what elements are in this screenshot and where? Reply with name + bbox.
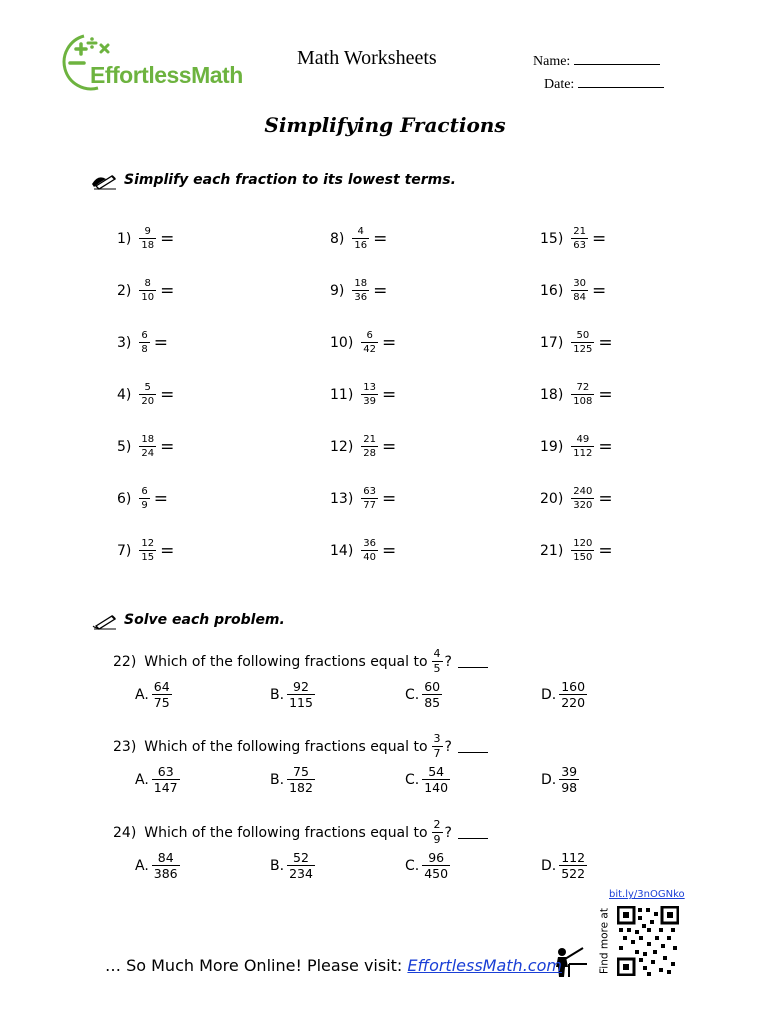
problem-number: 14) [330,542,354,559]
worksheet-title: Simplifying Fractions [264,113,506,137]
numerator: 6 [141,486,148,497]
fraction [139,330,149,355]
option-letter: B. [270,687,285,704]
equals-sign: = [598,332,613,353]
denominator: 147 [153,780,178,796]
option-fraction [287,680,315,711]
find-more-text: Find more at [598,908,611,974]
fraction [139,486,149,511]
answer-option[interactable] [541,851,587,882]
option-fraction [152,680,172,711]
equals-sign: = [592,228,607,249]
denominator: 386 [153,866,178,882]
question-mark: ? [444,738,452,755]
problem-number: 7) [117,542,132,559]
denominator: 63 [573,239,587,251]
numerator: 84 [157,850,174,865]
equals-sign: = [598,384,613,405]
option-letter: C. [405,858,420,875]
numerator: 21 [573,226,587,237]
option-letter: D. [541,772,557,789]
equals-sign: = [382,436,397,457]
problem-number: 11) [330,386,354,403]
denominator: 36 [354,291,368,303]
equals-sign: = [373,280,388,301]
answer-option[interactable] [270,765,315,796]
option-letter: A. [135,858,149,875]
numerator: 5 [144,382,151,393]
fraction [571,486,594,511]
equals-sign: = [153,488,168,509]
name-field [533,52,660,70]
equals-sign: = [592,280,607,301]
fraction-problem [540,278,606,303]
equals-sign: = [373,228,388,249]
option-fraction [287,851,315,882]
denominator: 75 [153,695,170,711]
answer-option[interactable] [135,680,172,711]
word-problem-question [113,819,488,846]
fraction-problem [330,226,387,251]
date-blank [578,75,664,88]
option-letter: A. [135,772,149,789]
denominator: 10 [141,291,155,303]
answer-blank[interactable] [458,655,488,668]
numerator: 50 [576,330,590,341]
fraction [139,434,156,459]
name-blank [574,52,660,65]
equals-sign: = [160,384,175,405]
date-label: Date: [544,77,575,92]
option-letter: C. [405,687,420,704]
numerator: 3 [433,732,441,745]
fraction [571,226,588,251]
denominator: 522 [561,866,586,882]
answer-option[interactable] [541,765,579,796]
denominator: 77 [363,499,377,511]
denominator: 39 [363,395,377,407]
fraction-problem [117,434,174,459]
fraction [139,538,156,563]
denominator: 28 [363,447,377,459]
problem-number: 9) [330,282,345,299]
problem-number: 3) [117,334,132,351]
fraction [361,486,378,511]
denominator: 150 [573,551,593,563]
equals-sign: = [382,540,397,561]
fraction [352,226,369,251]
problem-number: 12) [330,438,354,455]
denominator: 18 [141,239,155,251]
denominator: 9 [433,832,441,846]
numerator: 120 [573,538,593,549]
fraction-problem [540,226,606,251]
option-fraction [152,765,180,796]
fraction [139,382,156,407]
numerator: 60 [424,679,441,694]
problem-number: 19) [540,438,564,455]
section2-instruction-text: Solve each problem. [124,612,285,628]
option-fraction [559,765,579,796]
section1-instruction [90,170,456,190]
word-problem-question [113,648,488,675]
numerator: 96 [428,850,445,865]
target-fraction [432,648,443,675]
fraction-problem [117,382,174,407]
numerator: 112 [561,850,586,865]
denominator: 108 [573,395,593,407]
answer-option[interactable] [405,851,450,882]
footer-text [105,956,562,975]
problem-number: 21) [540,542,564,559]
fraction-problem [330,382,396,407]
equals-sign: = [382,332,397,353]
fraction-problem [330,486,396,511]
problem-number: 5) [117,438,132,455]
target-fraction [432,819,443,846]
denominator: 15 [141,551,155,563]
fraction-problem [330,538,396,563]
denominator: 9 [141,499,148,511]
target-fraction [432,733,443,760]
equals-sign: = [160,280,175,301]
denominator: 220 [561,695,586,711]
answer-blank[interactable] [458,826,488,839]
numerator: 72 [576,382,590,393]
problem-number: 4) [117,386,132,403]
denominator: 112 [573,447,593,459]
fraction [571,278,588,303]
fraction-problem [117,330,168,355]
option-fraction [422,765,450,796]
equals-sign: = [598,540,613,561]
short-link[interactable]: bit.ly/3nOGNko [609,889,685,900]
numerator: 64 [153,679,170,694]
numerator: 2 [433,818,441,831]
problem-number: 18) [540,386,564,403]
numerator: 9 [144,226,151,237]
numerator: 92 [293,679,309,694]
problem-number: 13) [330,490,354,507]
fraction [352,278,369,303]
equals-sign: = [153,332,168,353]
numerator: 18 [141,434,155,445]
section2-instruction [90,610,285,630]
effortlessmath-logo [62,32,247,92]
fraction [361,538,378,563]
denominator: 320 [573,499,593,511]
fraction [139,226,156,251]
equals-sign: = [382,384,397,405]
fraction-problem [540,538,613,563]
denominator: 85 [424,695,441,711]
equals-sign: = [598,488,613,509]
logo-text: EffortlessMath [90,62,243,88]
numerator: 4 [357,226,364,237]
problem-number: 17) [540,334,564,351]
question-mark: ? [444,653,452,670]
numerator: 75 [293,764,309,779]
option-letter: D. [541,687,557,704]
answer-option[interactable] [270,851,315,882]
numerator: 18 [354,278,368,289]
option-letter: B. [270,858,285,875]
fraction-problem [117,226,174,251]
option-fraction [559,851,587,882]
word-problem-question [113,733,488,760]
denominator: 8 [141,343,148,355]
denominator: 24 [141,447,155,459]
numerator: 240 [573,486,593,497]
equals-sign: = [598,436,613,457]
equals-sign: = [160,228,175,249]
denominator: 5 [433,661,441,675]
find-more-label [595,905,611,980]
numerator: 6 [366,330,373,341]
header-title: Math Worksheets [297,47,437,69]
numerator: 39 [561,764,578,779]
fraction-problem [117,486,168,511]
fraction-problem [540,486,613,511]
denominator: 98 [561,780,578,796]
fraction [571,330,594,355]
pencil-icon [90,170,118,190]
footer-message: … So Much More Online! Please visit: [105,956,408,975]
equals-sign: = [160,540,175,561]
denominator: 42 [363,343,377,355]
numerator: 52 [293,850,309,865]
numerator: 36 [363,538,377,549]
answer-option[interactable] [405,680,442,711]
problem-number: 6) [117,490,132,507]
question-number: 22) [113,653,137,670]
fraction-problem [117,538,174,563]
denominator: 84 [573,291,587,303]
fraction-problem [330,278,387,303]
answer-option[interactable] [405,765,450,796]
fraction [361,382,378,407]
equals-sign: = [160,436,175,457]
numerator: 30 [573,278,587,289]
qr-code-icon[interactable] [617,906,679,976]
pencil-icon [90,610,118,630]
fraction [571,538,594,563]
fraction-problem [330,330,396,355]
option-letter: B. [270,772,285,789]
denominator: 140 [424,780,449,796]
answer-option[interactable] [135,765,180,796]
numerator: 6 [141,330,148,341]
denominator: 125 [573,343,593,355]
fraction [571,434,594,459]
question-number: 23) [113,738,137,755]
numerator: 13 [363,382,377,393]
problem-number: 20) [540,490,564,507]
problem-number: 16) [540,282,564,299]
question-text: Which of the following fractions equal to [144,824,428,841]
problem-number: 8) [330,230,345,247]
answer-option[interactable] [541,680,587,711]
denominator: 7 [433,746,441,760]
section1-instruction-text: Simplify each fraction to its lowest terms. [124,172,456,188]
numerator: 63 [157,764,174,779]
numerator: 4 [433,647,441,660]
problem-number: 10) [330,334,354,351]
option-fraction [559,680,587,711]
fraction [361,434,378,459]
denominator: 450 [424,866,449,882]
fraction [571,382,594,407]
answer-option[interactable] [270,680,315,711]
option-letter: D. [541,858,557,875]
numerator: 63 [363,486,377,497]
fraction [139,278,156,303]
fraction [361,330,378,355]
option-fraction [287,765,315,796]
denominator: 182 [289,780,313,796]
denominator: 234 [289,866,313,882]
answer-option[interactable] [135,851,180,882]
option-letter: C. [405,772,420,789]
fraction-problem [540,330,613,355]
question-text: Which of the following fractions equal to [144,738,428,755]
numerator: 49 [576,434,590,445]
name-label: Name: [533,54,571,69]
denominator: 20 [141,395,155,407]
question-text: Which of the following fractions equal to [144,653,428,670]
option-letter: A. [135,687,149,704]
numerator: 21 [363,434,377,445]
denominator: 115 [289,695,313,711]
problem-number: 2) [117,282,132,299]
numerator: 12 [141,538,155,549]
question-mark: ? [444,824,452,841]
equals-sign: = [382,488,397,509]
numerator: 54 [428,764,445,779]
numerator: 8 [144,278,151,289]
option-fraction [422,851,450,882]
option-fraction [422,680,442,711]
date-field [544,75,664,93]
option-fraction [152,851,180,882]
problem-number: 1) [117,230,132,247]
denominator: 40 [363,551,377,563]
answer-blank[interactable] [458,740,488,753]
fraction-problem [330,434,396,459]
numerator: 160 [561,679,586,694]
question-number: 24) [113,824,137,841]
problem-number: 15) [540,230,564,247]
fraction-problem [540,434,613,459]
denominator: 16 [354,239,368,251]
fraction-problem [117,278,174,303]
footer-website-link[interactable]: EffortlessMath.com [407,956,562,975]
fraction-problem [540,382,613,407]
